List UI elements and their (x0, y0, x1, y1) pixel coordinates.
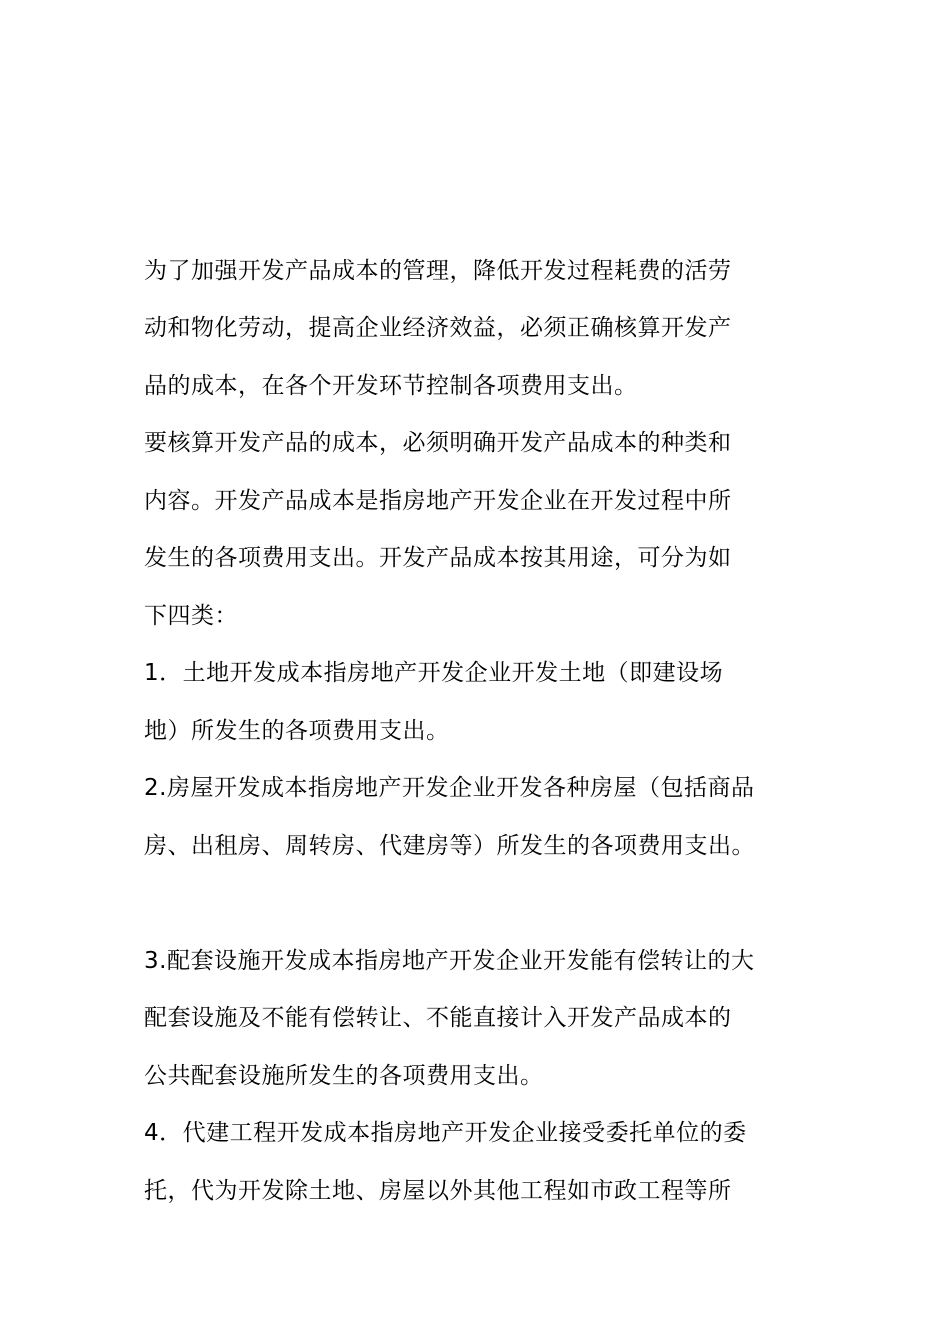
types-line-3: 发生的各项费用支出。开发产品成本按其用途，可分为如 (144, 545, 732, 571)
item-4-line-2: 托，代为开发除土地、房屋以外其他工程如市政工程等所 (144, 1178, 732, 1204)
intro-line-1: 为了加强开发产品成本的管理，降低开发过程耗费的活劳 (144, 258, 732, 284)
item-1-line-1: 1．土地开发成本指房地产开发企业开发土地（即建设场 (144, 660, 724, 686)
item-3-line-3: 公共配套设施所发生的各项费用支出。 (144, 1063, 544, 1089)
item-3-line-1: 3.配套设施开发成本指房地产开发企业开发能有偿转让的大 (144, 948, 755, 974)
types-line-1: 要核算开发产品的成本，必须明确开发产品成本的种类和 (144, 430, 732, 456)
item-1-line-2: 地）所发生的各项费用支出。 (144, 718, 450, 744)
types-line-2: 内容。开发产品成本是指房地产开发企业在开发过程中所 (144, 488, 732, 514)
item-4-line-1: 4．代建工程开发成本指房地产开发企业接受委托单位的委 (144, 1120, 747, 1146)
intro-line-2: 动和物化劳动，提高企业经济效益，必须正确核算开发产 (144, 315, 732, 341)
item-2-line-2: 房、出租房、周转房、代建房等）所发生的各项费用支出。 (144, 833, 755, 859)
intro-line-3: 品的成本，在各个开发环节控制各项费用支出。 (144, 373, 638, 399)
item-3-line-2: 配套设施及不能有偿转让、不能直接计入开发产品成本的 (144, 1005, 732, 1031)
item-2-line-1: 2.房屋开发成本指房地产开发企业开发各种房屋（包括商品 (144, 775, 755, 801)
types-line-4: 下四类： (144, 603, 238, 629)
